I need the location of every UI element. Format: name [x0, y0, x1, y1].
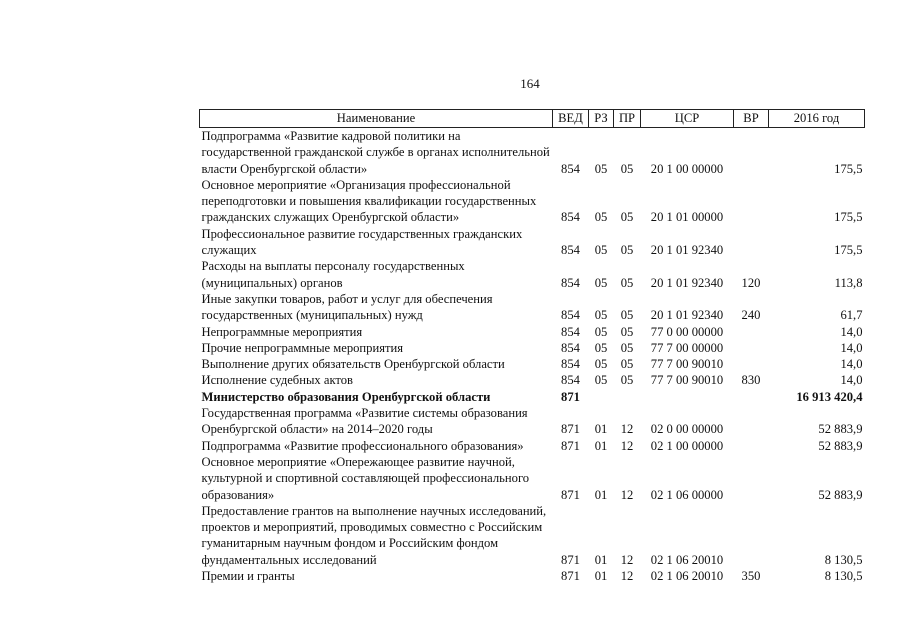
row-rz: 05 — [594, 340, 608, 355]
row-ved: 854 — [561, 243, 580, 258]
row-name: Предоставление грантов на выполнение научных исследований, проектов и мероприятий, проводимых совместно с Российским гуманитарным научным фондом и Российским фондом фундаментальных исследований — [201, 503, 547, 567]
row-name: Премии и гранты — [201, 569, 295, 584]
row-csr: 20 1 01 92340 — [650, 275, 724, 290]
row-vr — [734, 324, 769, 340]
row-sum: 8 130,5 — [824, 552, 863, 567]
row-name: Иные закупки товаров, работ и услуг для обеспечения государственных (муниципальных) нужд — [201, 291, 493, 323]
row-ved: 871 — [561, 552, 580, 567]
table-row — [200, 128, 865, 177]
row-rz — [589, 389, 614, 405]
row-vr — [734, 128, 769, 177]
row-sum: 52 883,9 — [818, 438, 863, 453]
row-pr: 05 — [620, 340, 634, 355]
row-vr — [734, 438, 769, 454]
row-name: Государственная программа «Развитие системы образования Оренбургской области» на 2014–2020 годы — [201, 406, 528, 437]
row-rz: 05 — [594, 373, 608, 388]
row-sum: 14,0 — [840, 340, 863, 355]
row-vr: 350 — [741, 569, 761, 584]
table-row — [200, 503, 865, 568]
row-sum: 52 883,9 — [818, 487, 863, 502]
row-rz: 01 — [594, 569, 608, 584]
row-pr: 05 — [620, 324, 634, 339]
row-vr — [734, 389, 769, 405]
row-name: Подпрограмма «Развитие профессионального образования» — [201, 438, 524, 453]
table-row — [200, 340, 865, 356]
row-ved: 854 — [561, 210, 580, 225]
row-rz: 01 — [594, 487, 608, 502]
row-csr: 02 0 00 00000 — [650, 422, 724, 437]
row-sum: 175,5 — [834, 161, 863, 176]
header-pr: ПР — [614, 110, 641, 128]
row-rz: 05 — [594, 210, 608, 225]
row-sum: 113,8 — [834, 275, 863, 290]
table-row — [200, 454, 865, 503]
row-csr: 77 0 00 00000 — [650, 324, 724, 339]
row-pr: 05 — [620, 308, 634, 323]
row-sum: 16 913 420,4 — [796, 389, 863, 404]
row-sum: 175,5 — [834, 210, 863, 225]
row-ved: 871 — [561, 569, 580, 584]
row-pr: 12 — [620, 438, 634, 453]
row-pr: 12 — [620, 569, 634, 584]
row-rz: 05 — [594, 308, 608, 323]
table-header-row — [200, 110, 865, 128]
header-csr: ЦСР — [641, 110, 734, 128]
row-pr: 05 — [620, 210, 634, 225]
row-csr: 02 1 00 00000 — [650, 438, 724, 453]
budget-table — [199, 109, 865, 584]
row-vr: 830 — [741, 373, 761, 388]
table-row — [200, 438, 865, 454]
row-sum: 175,5 — [834, 243, 863, 258]
table-row — [200, 568, 865, 584]
row-sum: 14,0 — [840, 373, 863, 388]
row-rz: 01 — [594, 438, 608, 453]
row-pr: 05 — [620, 243, 634, 258]
table-row — [200, 258, 865, 291]
table-row — [200, 372, 865, 388]
row-sum: 14,0 — [840, 324, 863, 339]
row-vr — [734, 177, 769, 226]
row-pr: 05 — [620, 373, 634, 388]
row-sum: 14,0 — [840, 357, 863, 372]
row-name: Прочие непрограммные мероприятия — [201, 340, 404, 355]
row-csr: 77 7 00 90010 — [650, 357, 724, 372]
row-vr — [734, 340, 769, 356]
table-row — [200, 356, 865, 372]
row-csr: 20 1 01 92340 — [650, 243, 724, 258]
table-row — [200, 324, 865, 340]
row-name: Основное мероприятие «Опережающее развитие научной, культурной и спортивной составляющей профессионального образования» — [201, 454, 530, 502]
row-ved: 871 — [561, 422, 580, 437]
table-row — [200, 405, 865, 438]
row-csr: 02 1 06 00000 — [650, 487, 724, 502]
row-ved: 871 — [561, 438, 580, 453]
row-csr: 77 7 00 00000 — [650, 340, 724, 355]
header-ved: ВЕД — [553, 110, 589, 128]
row-rz: 01 — [594, 422, 608, 437]
row-ved: 871 — [561, 389, 580, 404]
row-vr — [734, 356, 769, 372]
row-name: Исполнение судебных актов — [201, 373, 353, 388]
row-pr: 12 — [620, 422, 634, 437]
row-pr: 12 — [620, 552, 634, 567]
row-vr — [734, 454, 769, 503]
table-row — [200, 177, 865, 226]
row-ved: 854 — [561, 357, 580, 372]
row-name: Непрограммные мероприятия — [201, 324, 363, 339]
row-ved: 854 — [561, 324, 580, 339]
row-ved: 854 — [561, 308, 580, 323]
row-csr: 02 1 06 20010 — [650, 569, 724, 584]
header-rz: РЗ — [589, 110, 614, 128]
row-rz: 05 — [594, 324, 608, 339]
row-pr: 05 — [620, 161, 634, 176]
row-csr: 20 1 01 92340 — [650, 308, 724, 323]
row-sum: 61,7 — [840, 308, 863, 323]
row-ved: 854 — [561, 340, 580, 355]
page-number: 164 — [520, 76, 540, 91]
row-vr — [734, 405, 769, 438]
row-sum: 8 130,5 — [824, 569, 863, 584]
row-csr: 02 1 06 20010 — [650, 552, 724, 567]
row-csr — [641, 389, 734, 405]
row-csr: 20 1 00 00000 — [650, 161, 724, 176]
header-name: Наименование — [200, 110, 553, 128]
row-pr — [614, 389, 641, 405]
row-rz: 01 — [594, 552, 608, 567]
row-ved: 854 — [561, 373, 580, 388]
row-vr — [734, 226, 769, 259]
row-rz: 05 — [594, 161, 608, 176]
table-row-ministry — [200, 389, 865, 405]
row-ved: 854 — [561, 161, 580, 176]
row-rz: 05 — [594, 275, 608, 290]
row-vr: 240 — [741, 308, 761, 323]
row-name: Расходы на выплаты персоналу государственных (муниципальных) органов — [201, 259, 465, 290]
table-row — [200, 226, 865, 259]
row-csr: 77 7 00 90010 — [650, 373, 724, 388]
row-pr: 05 — [620, 275, 634, 290]
row-sum: 52 883,9 — [818, 422, 863, 437]
row-csr: 20 1 01 00000 — [650, 210, 724, 225]
row-name: Подпрограмма «Развитие кадровой политики на государственной гражданской службе в органах исполнительной власти Оренбургской области» — [201, 129, 550, 176]
header-year: 2016 год — [769, 110, 865, 128]
row-pr: 05 — [620, 357, 634, 372]
row-vr — [734, 503, 769, 568]
table-row — [200, 291, 865, 324]
row-pr: 12 — [620, 487, 634, 502]
header-vr: ВР — [734, 110, 769, 128]
row-name: Основное мероприятие «Организация профессиональной переподготовки и повышения квалификации государственных гражданских служащих Оренбургской области» — [201, 177, 537, 225]
row-vr: 120 — [741, 275, 761, 290]
row-ved: 854 — [561, 275, 580, 290]
row-name: Министерство образования Оренбургской области — [201, 389, 491, 404]
row-name: Профессиональное развитие государственных гражданских служащих — [201, 226, 523, 258]
row-rz: 05 — [594, 357, 608, 372]
row-ved: 871 — [561, 487, 580, 502]
row-name: Выполнение других обязательств Оренбургской области — [201, 357, 505, 372]
row-rz: 05 — [594, 243, 608, 258]
